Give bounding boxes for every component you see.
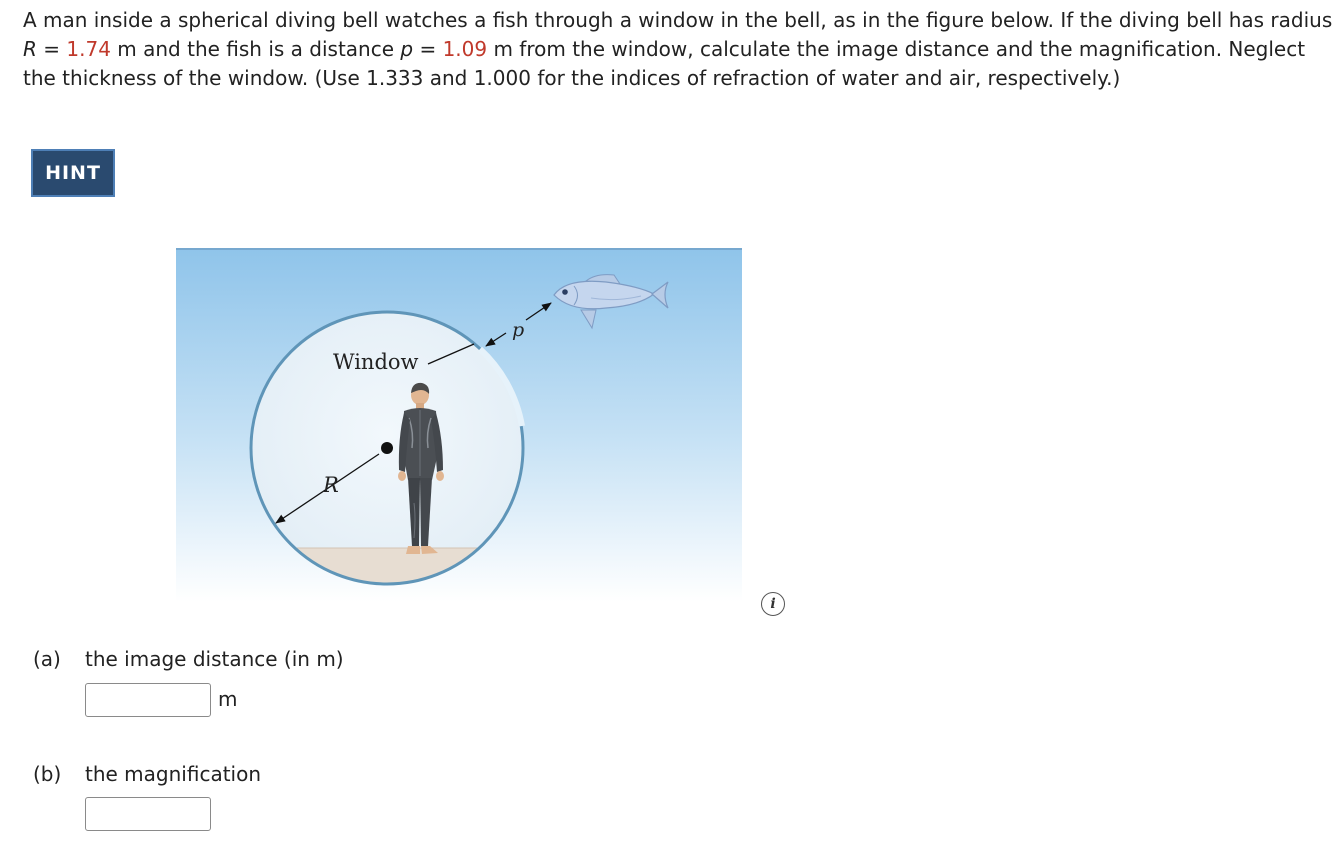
part-b-letter: (b) — [33, 762, 62, 786]
problem-text-1: A man inside a spherical diving bell watches a fish through a window in the bell, as in the figure below. If the diving bell has radius — [23, 8, 1333, 32]
part-a-letter: (a) — [33, 647, 61, 671]
bell-center-point — [381, 442, 393, 454]
equals-sign: = — [413, 37, 443, 61]
diving-bell-figure — [176, 248, 742, 602]
radius-value: 1.74 — [66, 37, 111, 61]
hint-button[interactable]: HINT — [31, 149, 115, 197]
radius-variable: R — [23, 37, 37, 61]
diving-bell-illustration — [176, 248, 742, 602]
problem-text-2: m and the fish is a distance — [110, 37, 401, 61]
problem-statement — [23, 6, 1333, 93]
image-distance-input[interactable] — [85, 683, 211, 717]
image-distance-unit: m — [218, 687, 238, 711]
part-a-label — [33, 646, 344, 672]
radius-label: R — [323, 473, 339, 497]
part-a-prompt: the image distance (in m) — [85, 647, 344, 671]
distance-label: p — [512, 319, 525, 341]
problem-text-3: m from the window, calculate the image distance and the magnification. Neglect the thickness of the window. (Use 1.333 and 1.000 for the indices of refraction of water and air, respectively.) — [23, 37, 1306, 90]
magnification-input[interactable] — [85, 797, 211, 831]
part-b-prompt: the magnification — [85, 762, 262, 786]
window-label: Window — [333, 350, 419, 374]
distance-value: 1.09 — [442, 37, 488, 61]
info-icon[interactable]: i — [761, 592, 785, 616]
part-b-label — [33, 761, 261, 787]
equals-sign: = — [36, 37, 67, 61]
distance-variable: p — [400, 37, 414, 61]
